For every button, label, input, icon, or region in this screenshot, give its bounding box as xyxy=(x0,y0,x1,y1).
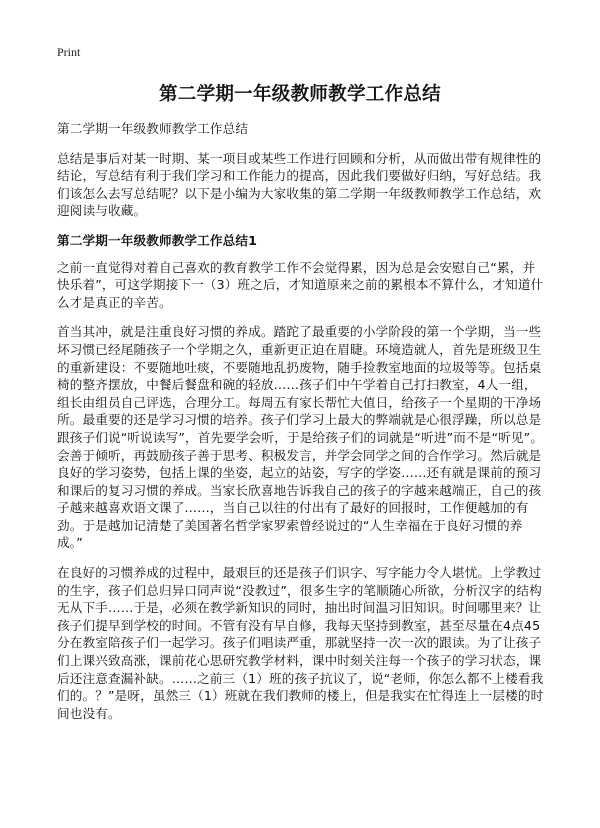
article-subtitle: 第二学期一年级教师教学工作总结 xyxy=(57,121,249,136)
intro-paragraph: 总结是事后对某一时期、某一项目或某些工作进行回顾和分析，从而做出带有规律性的结论，写总结有利于我们学习和工作能力的提高，因此我们要做好归纳，写好总结。我们该怎么去写总结呢？以下是小编为大家收集的第二学期一年级教师教学工作总结，欢迎阅读与收藏。 xyxy=(57,150,542,219)
article-body xyxy=(57,120,546,734)
section-heading: 第二学期一年级教师教学工作总结1 xyxy=(57,232,258,248)
page-title: 第二学期一年级教师教学工作总结 xyxy=(158,84,441,105)
print-link[interactable]: Print xyxy=(57,45,81,59)
body-paragraph-1: 之前一直觉得对着自己喜欢的教育教学工作不会觉得累，因为总是会安慰自己“累，并快乐着”，可这学期接下一（3）班之后，才知道原来之前的累根本不算什么，才知道什么才是真正的辛苦。 xyxy=(57,259,544,310)
body-paragraph-2: 首当其冲，就是注重良好习惯的养成。踏跎了最重要的小学阶段的第一个学期，当一些坏习惯已经尾随孩子一个学期之久，重新更正迫在眉睫。环境造就人，首先是班级卫生的重新建设：不要随地吐痰，不要随地乱扔废物，随手捡教室地面的垃圾等等。包括桌椅的整齐摆放，中餐后餐盘和碗的轻放……孩子们中午学着自己打扫教室，4人一组，组长由组员自己评选，合理分工。每周五有家长帮忙大值日，给孩子一个星期的干净场所。最重要的还是学习习惯的培养。孩子们学习上最大的弊端就是心很浮躁，所以总是跟孩子们说“听说读写”，首先要学会听，于是给孩子们的词就是“听进”而不是“听见”。会善于倾听，再鼓励孩子善于思考、积极发言，并学会同学之间的合作学习。然后就是良好的学习姿势，包括上课的坐姿，起立的站姿，写字的学姿……还有就是课前的预习和课后的复习习惯的养成。当家长欣喜地告诉我自己的孩子的字越来越端正，自己的孩子越来越喜欢语文课了……，当自己以往的付出有了最好的回报时，工作便越加的有劲。于是越加记清楚了美国著名哲学家罗索曾经说过的“人生幸福在于良好习惯的养成。” xyxy=(57,324,544,551)
body-paragraph-3: 在良好的习惯养成的过程中，最艰巨的还是孩子们识字、写字能力令人堪忧。上学教过的生字，孩子们总归异口同声说“没教过”，很多生字的笔顺随心所欲，分析汉字的结构无从下手……于是，必须在教学新知识的同时，抽出时间温习旧知识。时间哪里来？让孩子们提早到学校的时间。不管有没有早自修，我每天坚持到教室，甚至尽量在4点45分在教室陪孩子们一起学习。孩子们唱读严重，那就坚持一次一次的跟读。为了让孩子们上课兴致高涨，课前花心思研究教学材料，课中时刻关注每一个孩子的学习状态，课后还注意查漏补缺。……之前三（1）班的孩子抗议了，说“老师，你怎么都不上楼看我们的。？”是呀，虽然三（1）班就在我们教师的楼上，但是我实在忙得连上一层楼的时间也没有。 xyxy=(57,565,544,721)
